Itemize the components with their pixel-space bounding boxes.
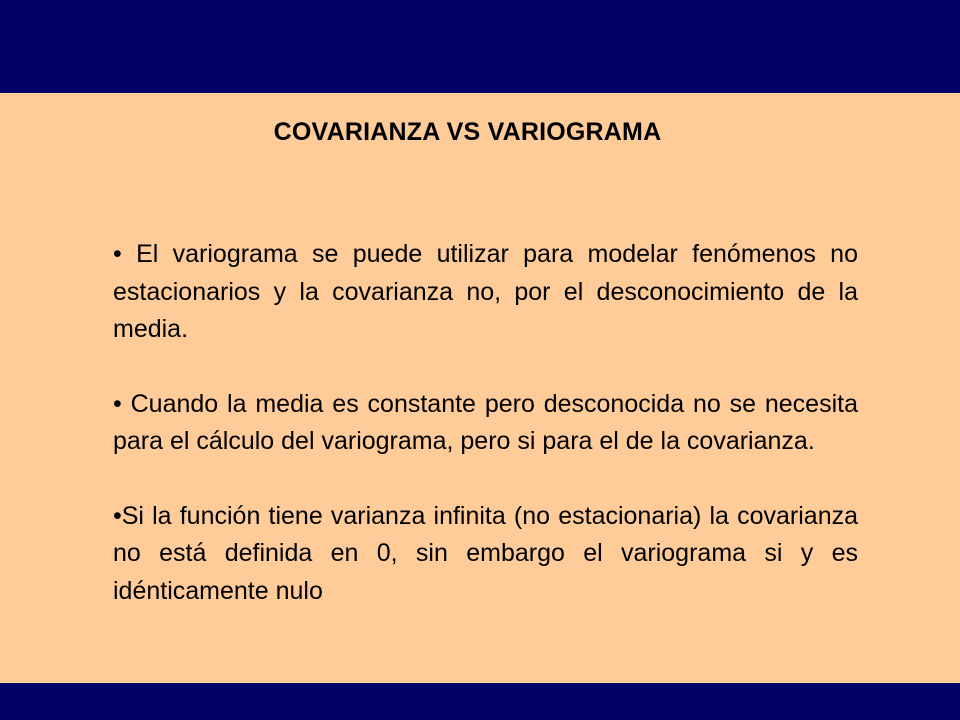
- bottom-banner: [0, 683, 960, 720]
- top-banner: [0, 0, 960, 93]
- bullet-item-1: • El variograma se puede utilizar para modelar fenómenos no estacionarios y la covarianza no, por el desconocimiento de la media.: [113, 240, 858, 343]
- bullet-item-3: •Si la función tiene varianza infinita (no estacionaria) la covarianza no está definida en 0, sin embargo el variograma si y es idénticamente nulo: [113, 501, 858, 605]
- bullet-list: [113, 236, 858, 610]
- slide-title: COVARIANZA VS VARIOGRAMA: [273, 118, 662, 146]
- bullet-item-2: • Cuando la media es constante pero desconocida no se necesita para el cálculo del variograma, pero si para el de la covarianza.: [113, 389, 858, 455]
